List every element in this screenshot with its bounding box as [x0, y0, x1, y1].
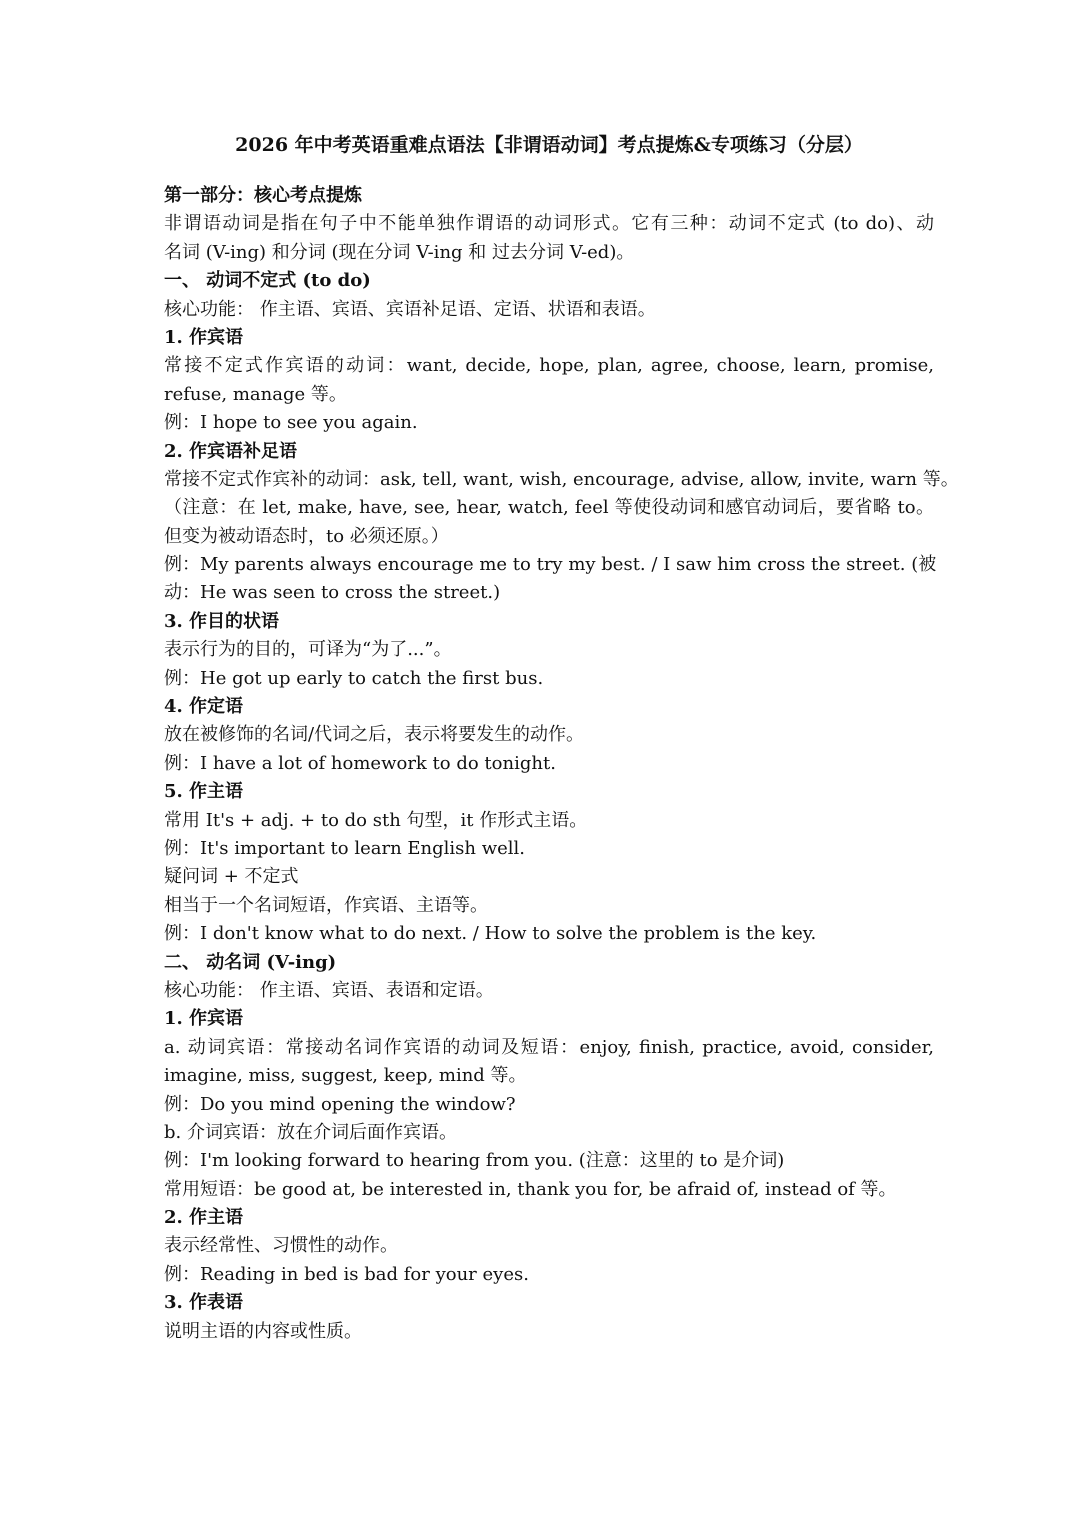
document-title: 2026 年中考英语重难点语法【非谓语动词】考点提炼&专项练习（分层）: [235, 134, 863, 156]
document-body: [164, 182, 959, 1346]
body-line: 疑问词 + 不定式: [164, 866, 299, 888]
body-line: 例：I have a lot of homework to do tonight.: [164, 752, 556, 774]
body-line: 放在被修饰的名词/代词之后，表示将要发生的动作。: [164, 724, 585, 746]
body-line: 例：My parents always encourage me to try my best. / I saw him cross the street. (被: [164, 554, 937, 576]
body-line: 但变为被动语态时，to 必须还原。）: [164, 525, 449, 547]
section-heading: 一、 动词不定式 (to do): [164, 270, 371, 292]
body-line: 常用 It's + adj. + to do sth 句型，it 作形式主语。: [164, 809, 588, 831]
body-line: 常接不定式作宾补的动词：ask, tell, want, wish, encourage, advise, allow, invite, warn 等。: [164, 468, 959, 490]
body-line: imagine, miss, suggest, keep, mind 等。: [164, 1065, 527, 1087]
body-line: 常用短语：be good at, be interested in, thank you for, be afraid of, instead of 等。: [164, 1178, 897, 1200]
section-heading: 1. 作宾语: [164, 326, 244, 348]
body-line: 常接不定式作宾语的动词：want, decide, hope, plan, agree, choose, learn, promise,: [164, 355, 934, 377]
body-line: （注意：在 let, make, have, see, hear, watch, feel 等使役动词和感官动词后，要省略 to。: [164, 497, 934, 519]
body-line: 动：He was seen to cross the street.): [164, 582, 501, 604]
body-line: a. 动词宾语：常接动名词作宾语的动词及短语：enjoy, finish, practice, avoid, consider,: [164, 1036, 934, 1058]
section-heading: 5. 作主语: [164, 781, 244, 803]
document-page: [164, 128, 959, 1346]
body-line: b. 介词宾语：放在介词后面作宾语。: [164, 1121, 457, 1143]
section-heading: 二、 动名词 (V-ing): [164, 951, 337, 973]
section-heading: 第一部分：核心考点提炼: [164, 185, 362, 206]
body-line: 说明主语的内容或性质。: [164, 1320, 362, 1342]
body-line: 例：I hope to see you again.: [164, 412, 418, 434]
body-line: 例：I don't know what to do next. / How to solve the problem is the key.: [164, 923, 817, 945]
section-heading: 2. 作宾语补足语: [164, 440, 298, 462]
body-line: 例：Do you mind opening the window?: [164, 1093, 516, 1115]
body-line: 例：It's important to learn English well.: [164, 837, 526, 859]
body-line: 非谓语动词是指在句子中不能单独作谓语的动词形式。它有三种：动词不定式 (to do)、动: [164, 213, 934, 235]
section-heading: 1. 作宾语: [164, 1008, 244, 1030]
section-heading: 4. 作定语: [164, 696, 244, 718]
body-line: refuse, manage 等。: [164, 383, 347, 405]
body-line: 核心功能： 作主语、宾语、表语和定语。: [164, 979, 494, 1001]
body-line: 表示行为的目的，可译为“为了...”。: [164, 639, 452, 661]
body-line: 核心功能： 作主语、宾语、宾语补足语、定语、状语和表语。: [164, 298, 656, 320]
section-heading: 3. 作目的状语: [164, 610, 280, 632]
section-heading: 2. 作主语: [164, 1207, 244, 1229]
body-line: 名词 (V-ing) 和分词 (现在分词 V-ing 和 过去分词 V-ed)。: [164, 241, 635, 263]
body-line: 相当于一个名词短语，作宾语、主语等。: [164, 894, 488, 916]
section-heading: 3. 作表语: [164, 1292, 244, 1314]
body-line: 例：I'm looking forward to hearing from you. (注意：这里的 to 是介词): [164, 1150, 785, 1172]
body-line: 表示经常性、习惯性的动作。: [164, 1235, 398, 1257]
body-line: 例：Reading in bed is bad for your eyes.: [164, 1263, 529, 1285]
body-line: 例：He got up early to catch the first bus.: [164, 667, 544, 689]
